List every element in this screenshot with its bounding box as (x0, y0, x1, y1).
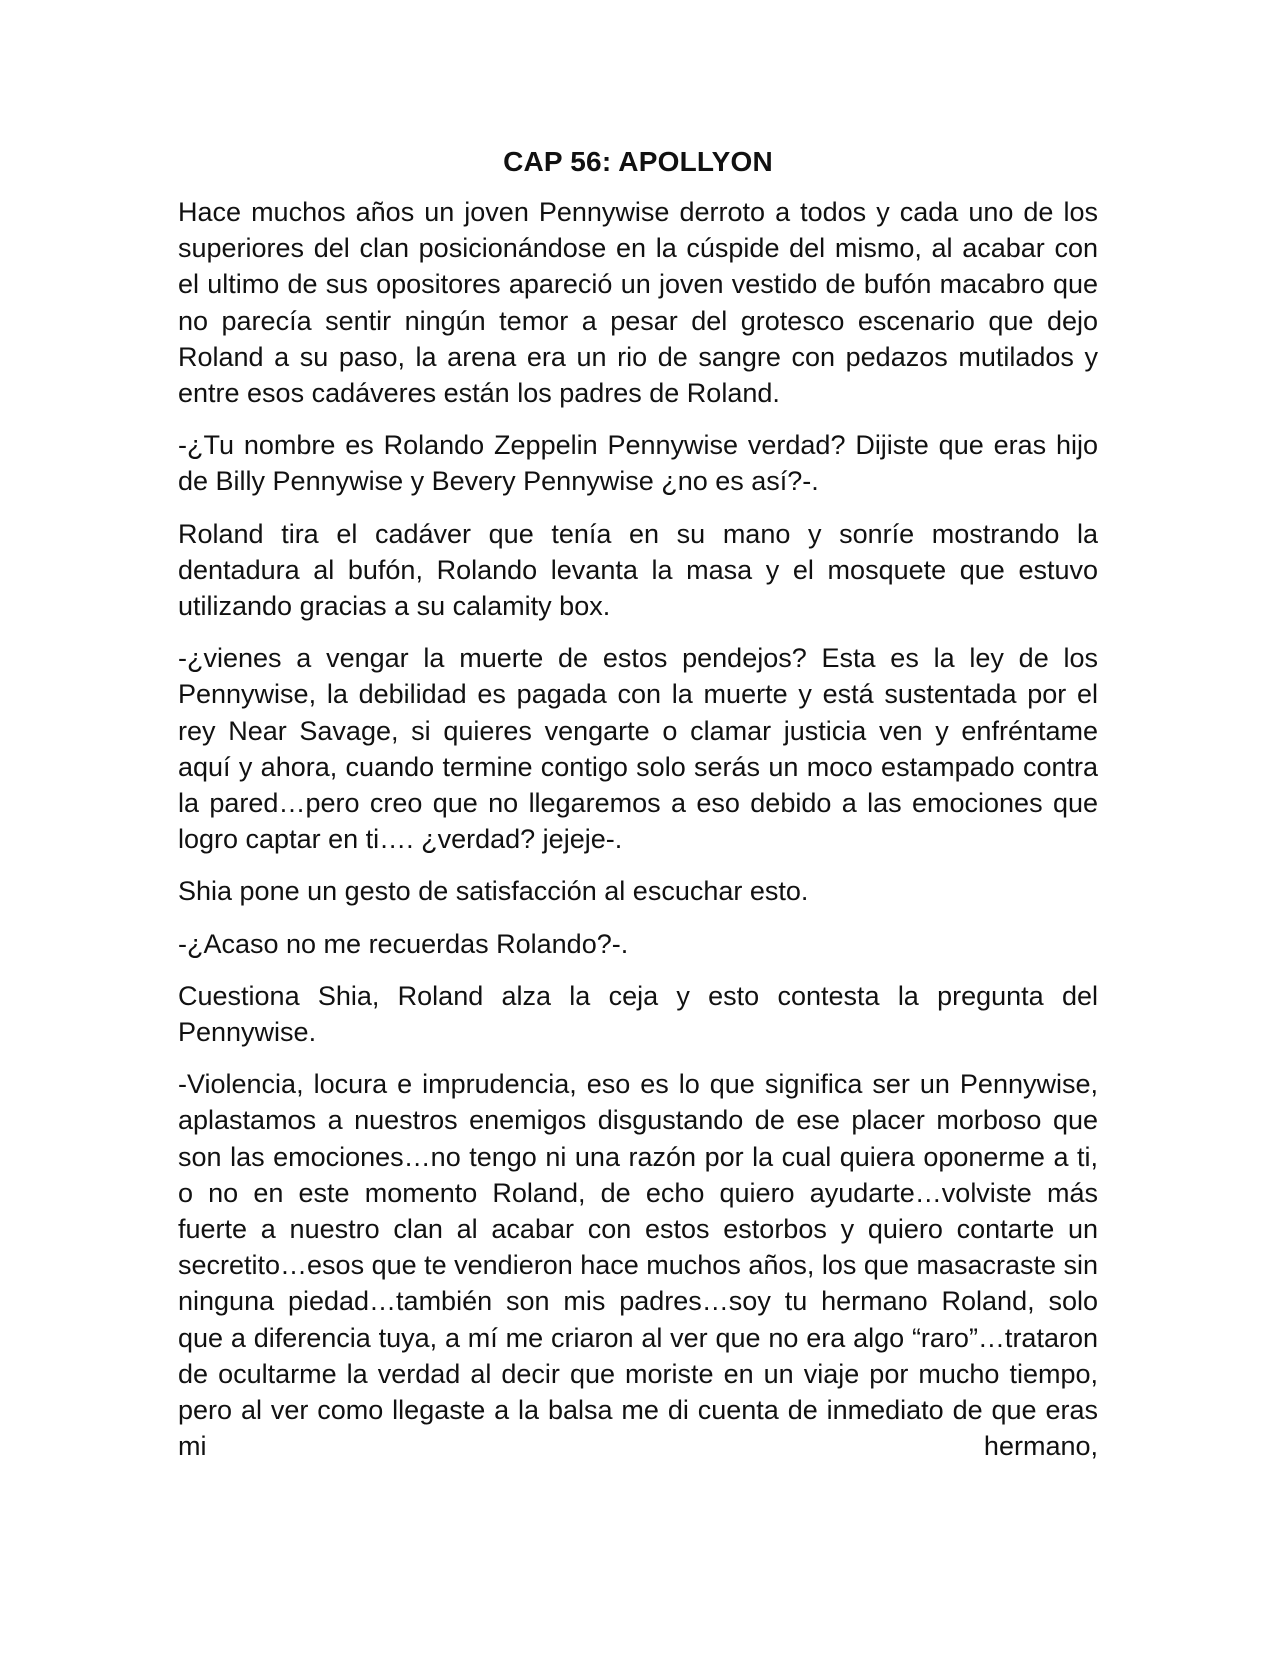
paragraph: -¿Acaso no me recuerdas Rolando?-. (178, 928, 629, 959)
paragraph: Cuestiona Shia, Roland alza la ceja y esto contesta la pregunta del Pennywise. (178, 980, 1098, 1048)
paragraph: Roland tira el cadáver que tenía en su mano y sonríe mostrando la dentadura al bufón, Rolando levanta la masa y el mosquete que estuvo utilizando gracias a su calamity box. (178, 518, 1098, 622)
paragraph: -¿vienes a vengar la muerte de estos pendejos? Esta es la ley de los Pennywise, la debilidad es pagada con la muerte y está sustentada por el rey Near Savage, si quieres vengarte o clamar justicia ven y enfréntame aquí y ahora, cuando termine contigo solo serás un moco estampado contra la pared…pero creo que no llegaremos a eso debido a las emociones que logro captar en ti…. ¿verdad? jejeje-. (178, 643, 1098, 855)
paragraph: -Violencia, locura e imprudencia, eso es lo que significa ser un Pennywise, aplastamos a nuestros enemigos disgustando de ese placer morboso que son las emociones…no tengo ni una razón por la cual quiera oponerme a ti, o no en este momento Roland, de echo quiero ayudarte…volviste más fuerte a nuestro clan al acabar con estos estorbos y quiero contarte un secretito…esos que te vendieron hace muchos años, los que masacraste sin ninguna piedad…también son mis padres…soy tu hermano Roland, solo que a diferencia tuya, a mí me criaron al ver que no era algo “raro”…trataron de ocultarme la verdad al decir que moriste en un viaje por mucho tiempo, pero al ver como llegaste a la balsa me di cuenta de inmediato de que eras mi hermano, (178, 1069, 1099, 1462)
chapter-title: CAP 56: APOLLYON (503, 146, 773, 177)
document-body (178, 140, 1098, 1481)
paragraph: Shia pone un gesto de satisfacción al escuchar esto. (178, 876, 809, 907)
paragraph: -¿Tu nombre es Rolando Zeppelin Pennywise verdad? Dijiste que eras hijo de Billy Pennywise y Bevery Pennywise ¿no es así?-. (178, 430, 1098, 497)
paragraph: Hace muchos años un joven Pennywise derroto a todos y cada uno de los superiores del clan posicionándose en la cúspide del mismo, al acabar con el ultimo de sus opositores apareció un joven vestido de bufón macabro que no parecía sentir ningún temor a pesar del grotesco escenario que dejo Roland a su paso, la arena era un rio de sangre con pedazos mutilados y entre esos cadáveres están los padres de Roland. (178, 197, 1098, 409)
